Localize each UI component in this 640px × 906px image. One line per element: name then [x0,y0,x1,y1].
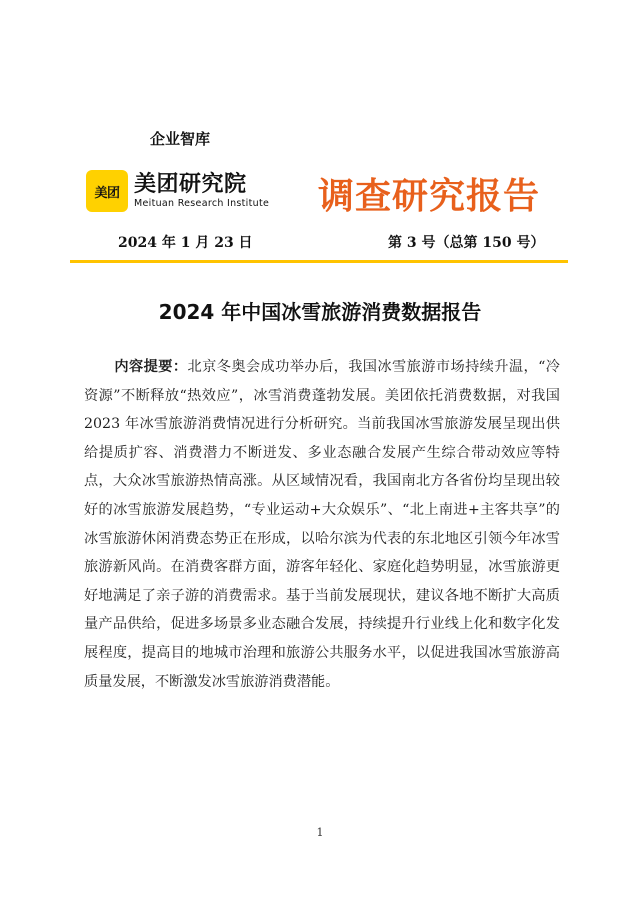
org-category: 企业智库 [150,130,211,148]
logo-mark: 美团 [86,170,128,212]
summary-paragraph [84,353,560,696]
header-divider [70,260,568,263]
page-number: 1 [316,826,324,839]
publication-date: 2024 年 1 月 23 日 [118,235,253,251]
document-title: 2024 年中国冰雪旅游消费数据报告 [158,300,482,324]
logo-text [134,172,269,210]
summary-text: 北京冬奥会成功举办后，我国冰雪旅游市场持续升温，“冷资源”不断释放“热效应”，冰雪消费蓬勃发展。美团依托消费数据，对我国 2023 年冰雪旅游消费情况进行分析研究。当前我国冰雪旅游发展呈现出供给提质扩容、消费潜力不断迸发、多业态融合发展产生综合带动效应等特点，大众冰雪旅游热情高涨。从区域情况看，我国南北方各省份均呈现出较好的冰雪旅游发展趋势，“专业运动+大众娱乐”、“北上南进+主客共享”的冰雪旅游休闲消费态势正在形成，以哈尔滨为代表的东北地区引领今年冰雪旅游新风尚。在消费客群方面，游客年轻化、家庭化趋势明显，冰雪旅游更好地满足了亲子游的消费需求。基于当前发展现状，建议各地不断扩大高质量产品供给，促进多场景多业态融合发展，持续提升行业线上化和数字化发展程度，提高目的地城市治理和旅游公共服务水平，以促进我国冰雪旅游高质量发展，不断激发冰雪旅游消费潜能。 [84,359,560,690]
meituan-logo [86,170,269,212]
report-type-heading: 调查研究报告 [318,176,541,217]
org-name-cn: 美团研究院 [134,172,247,197]
summary-label: 内容提要： [114,359,188,375]
org-name-en: Meituan Research Institute [134,198,270,209]
issue-number: 第 3 号（总第 150 号） [388,235,545,251]
